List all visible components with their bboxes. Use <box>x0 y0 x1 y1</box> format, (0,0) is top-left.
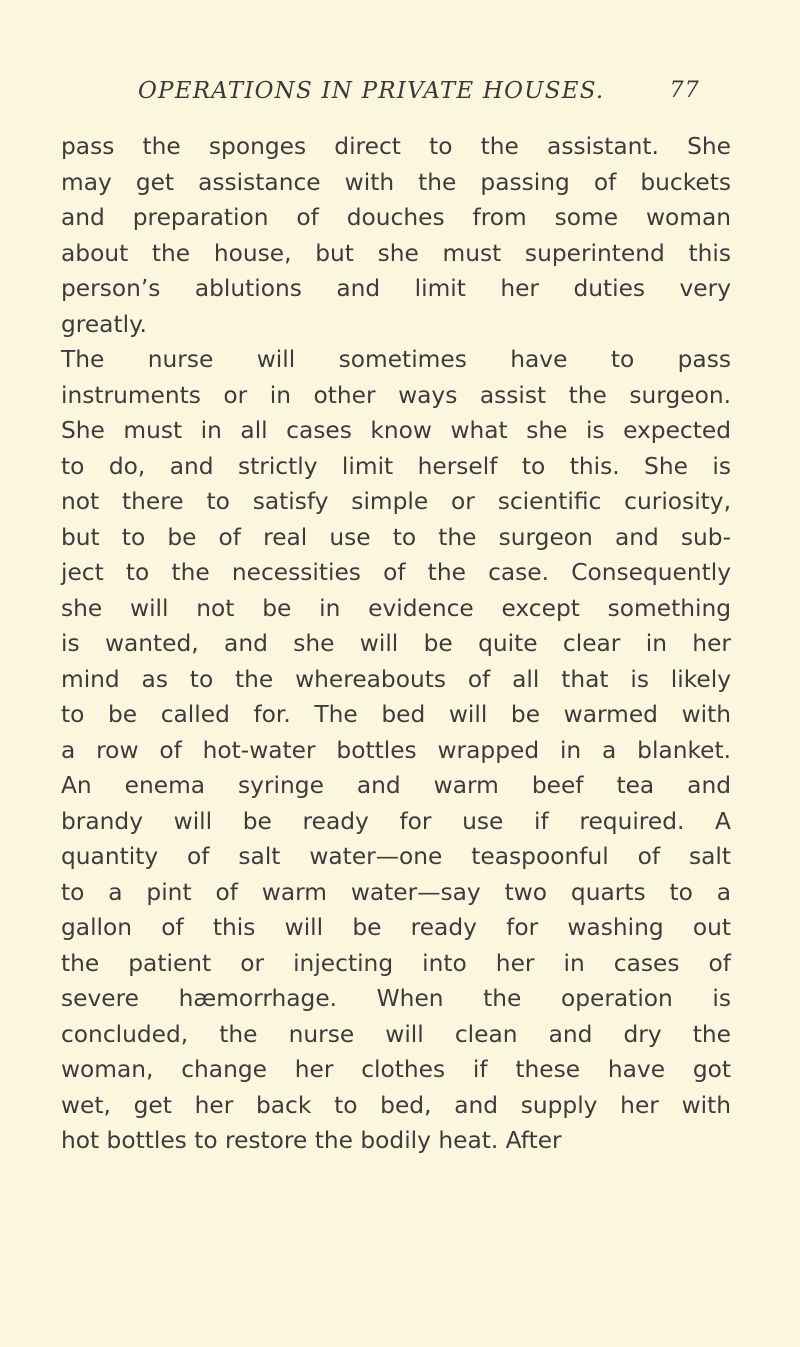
text-line: may get assistance with the passing of buckets <box>61 168 731 196</box>
text-line: brandy will be ready for use if required. A <box>61 807 731 835</box>
text-line: greatly. <box>61 310 147 338</box>
text-line: and preparation of douches from some woman <box>61 204 731 231</box>
text-line: to be called for. The bed will be warmed with <box>61 701 731 728</box>
text-line: she will not be in evidence except something <box>61 594 731 622</box>
text-line: instruments or in other ways assist the surgeon. <box>61 381 731 409</box>
body-text <box>61 129 731 1159</box>
text-line: She must in all cases know what she is expected <box>61 417 731 444</box>
page-number: 77 <box>669 78 700 103</box>
text-line: pass the sponges direct to the assistant. She <box>61 133 731 160</box>
text-line: gallon of this will be ready for washing out <box>61 914 731 941</box>
text-line: severe hæmorrhage. When the operation is <box>61 985 731 1012</box>
text-line: not there to satisfy simple or scientific curiosity, <box>61 488 731 515</box>
text-line: quantity of salt water—one teaspoonful of salt <box>61 843 731 870</box>
text-line: to a pint of warm water—say two quarts to a <box>61 878 731 906</box>
text-line: woman, change her clothes if these have got <box>61 1056 731 1083</box>
text-line: but to be of real use to the surgeon and sub- <box>61 523 731 551</box>
running-head-title: OPERATIONS IN PRIVATE HOUSES. <box>138 78 605 104</box>
text-line: a row of hot-water bottles wrapped in a blanket. <box>61 736 731 764</box>
text-line: person’s ablutions and limit her duties very <box>61 275 731 302</box>
text-line: wet, get her back to bed, and supply her with <box>61 1091 731 1119</box>
text-line: An enema syringe and warm beef tea and <box>61 772 731 799</box>
running-head <box>138 78 698 114</box>
text-line: mind as to the whereabouts of all that is likely <box>61 665 731 693</box>
text-line: concluded, the nurse will clean and dry the <box>61 1020 731 1048</box>
text-line: the patient or injecting into her in cases of <box>61 949 731 977</box>
text-line: hot bottles to restore the bodily heat. After <box>61 1127 562 1154</box>
text-line: to do, and strictly limit herself to this. She is <box>61 452 731 480</box>
text-line: ject to the necessities of the case. Consequently <box>61 559 731 586</box>
text-line: is wanted, and she will be quite clear in her <box>61 630 731 657</box>
text-line: about the house, but she must superintend this <box>61 239 731 267</box>
text-line: The nurse will sometimes have to pass <box>61 346 731 373</box>
